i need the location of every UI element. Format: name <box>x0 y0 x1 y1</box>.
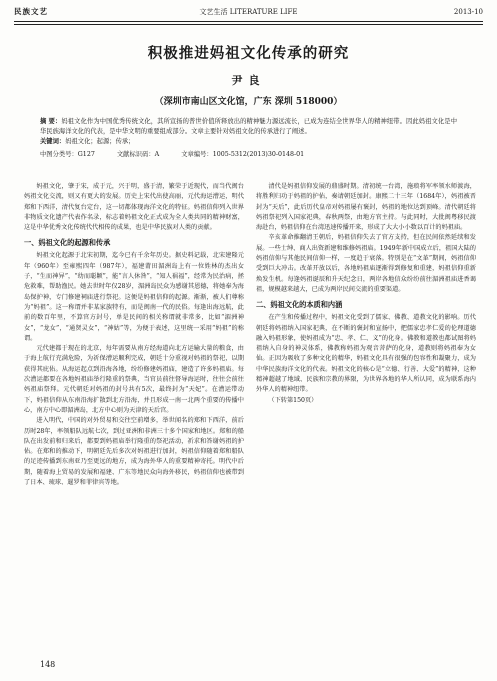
header-rule-thick <box>14 21 483 22</box>
author: 尹良 <box>231 74 266 87</box>
journal-section: 民族文艺 <box>14 7 48 16</box>
body-paragraph: 元代建都于现在的北京，每年需要从南方经海道向北方运输大量的粮食，由于海上航行充满危险，为祈保漕运顺利完成，朝廷十分重视对妈祖的祭祀，以期获得其庇佑。从海运起点到沿海各地，纷纷修建妈祖庙，建造了许多妈祖庙。每次漕运都要在各地妈祖庙举行隆重的祭典，当官员前往督导海运时，往往会前往妈祖庙祭拜。元代朝廷对妈祖的封号共有5次，最终封为“天妃”。在漕运带动下，妈祖信仰从东南沿海扩散到北方沿海，并且形成一南一北两个重要的传播中心，南方中心即湄洲岛，北方中心则为天津的天后宫。 <box>24 345 244 414</box>
body-paragraph: 辛亥革命推翻清王朝后，妈祖信仰失去了官方支持，但在民间依然延续和发展。一些士绅、商人出资新建和维修妈祖庙。1949年新中国成立后，祖国大陆的妈祖信仰与其他民间信仰一样，一度趋于衰落。特别是在“文革”期间，妈祖信仰受到巨大冲击。改革开放以后，各地妈祖庙逐渐得到修复和重建，妈祖信仰重新焕发生机。每逢妈祖诞辰和升天纪念日，两岸各地信众纷纷前往湄洲祖庙进香谒祖，规模越来越大，已成为两岸民间交流的重要渠道。 <box>256 234 476 293</box>
abstract-text: 妈祖文化作为中国优秀传统文化，其所宣扬的普世价值所释放出的精神魅力源远流长，已成为连结全世界华人的精神纽带。因此妈祖文化是中华民族海洋文化的代表，是中华文明的重要组成部分。文章主要针对妈祖文化的传承进行了阐述。 <box>40 118 457 135</box>
page-number: 148 <box>40 660 56 669</box>
body-paragraph: 清代是妈祖信仰发展的鼎盛时期。清初统一台湾，施琅将军率领水师渡海，将胜利归功于妈祖的护佑，奏请朝廷加封。康熙二十三年（1684年），妈祖被晋封为“天后”，此后历代皇帝对妈祖屡有褒封，妈祖的地位达到顶峰。清代朝廷将妈祖祭祀列入国家祀典，春秋两祭，由地方官主持。与此同时，大批闽粤移民渡海赴台，妈祖信仰在台湾迅速传播开来，形成了大大小小数以百计的妈祖庙。 <box>256 183 476 232</box>
keywords: 妈祖文化；起源；传承； <box>65 138 135 145</box>
affiliation: （深圳市南山区文化馆，广东 深圳 518000） <box>154 97 343 107</box>
classification-line <box>40 150 457 160</box>
left-column <box>24 182 244 488</box>
body-paragraph: 进入明代，中国的对外贸易和交往空前增多，举世闻名的郑和下西洋，前后历时28年，率领船队远航七次，到过亚洲和非洲三十多个国家和地区。郑和的船队在出发前和归来后，都要到妈祖庙举行隆重的祭祀活动，祈求和答谢妈祖的护佑。在郑和的推动下，明朝廷先后多次对妈祖进行加封，妈祖信仰随着郑和船队的足迹传播到东南亚乃至更远的地方，成为海外华人的重要精神寄托。明代中后期，随着海上贸易的发展和福建、广东等地民众向海外移民，妈祖信仰也被带到了日本、琉球、暹罗和菲律宾等地。 <box>24 417 244 487</box>
issue-date: 2013-10 <box>453 8 483 16</box>
section-heading: 一、妈祖文化的起源和传承 <box>24 238 111 248</box>
clc-number: 中图分类号：G127 <box>40 151 95 158</box>
keywords-label: 关键词： <box>40 138 66 145</box>
body-paragraph: 在产生和传播过程中，妈祖文化受到了儒家、佛教、道教文化的影响。历代朝廷将妈祖纳入国家祀典，在不断的褒封和宣扬中，把儒家忠孝仁爱的伦理道德融入妈祖形象，使妈祖成为“忠、孝、仁、义”的化身。佛教和道教也都试图将妈祖纳入自身的神灵体系，佛教称妈祖为观音菩萨的化身，道教则将妈祖奉为女仙。正因为吸收了多种文化的精华，妈祖文化具有很强的包容性和凝聚力，成为中华民族海洋文化的代表。妈祖文化的核心是“立德、行善、大爱”的精神，这种精神超越了地域、民族和宗教的界限，为世界各地的华人所认同，成为联系海内外华人的精神纽带。 <box>256 314 476 394</box>
running-header <box>14 5 483 19</box>
document-code: 文献标识码：A <box>116 151 160 158</box>
journal-name: 文艺生活 LITERATURE LIFE <box>199 8 298 16</box>
body-paragraph: 妈祖文化，肇于宋，成于元，兴于明，盛于清，繁荣于近现代，而当代闽台妈祖文化交流，则又有更大的发展。历史上宋代出使高丽，元代海运漕运，明代郑和下西洋，清代复台定台，这一切都体现海洋文化的特征。妈祖信仰列入世界非物质文化遗产代表作名录，标志着妈祖文化正式成为全人类共同的精神财富，这是中华优秀文化传统代代相传的成果，也是中华民族对人类的贡献。 <box>24 183 244 232</box>
header-rule-thin <box>14 24 483 25</box>
body-paragraph: 妈祖文化起源于北宋初期，迄今已有千余年历史。据史料记载，北宋建隆元年（960年）至雍熙四年（987年），福建莆田湄洲岛上有一位姓林的杰出女子，“生而神异”，“幼而聪颖”，能“言人休咎”，“知人祸福”，经常为民治病，拯危救难，帮助渔民。她去世时年仅28岁，湄洲岛民众为感谢其恩德，将她奉为海岛保护神，专门修建祠庙进行祭祀。这便是妈祖信仰的起源。渐渐，被人们尊称为“妈祖”。这一称谓并非某家族特有，而是闽南一代的民俗。每逢出海远航，此前的数百年里，不算官方封号，单是民间的相关称谓就非常多，比如“湄洲神女”，“龙女”，“通贤灵女”，“神姑”等，为便于表述，这里统一采用“妈祖”的称谓。 <box>24 252 244 342</box>
article-number: 文章编号：1005-5312(2013)30-0148-01 <box>181 151 305 158</box>
abstract <box>40 117 457 147</box>
abstract-label: 摘 要： <box>40 118 62 125</box>
right-column <box>256 182 476 406</box>
article-title: 积极推进妈祖文化传承的研究 <box>147 45 350 62</box>
section-heading: 二、妈祖文化的本质和内涵 <box>256 300 343 310</box>
body-paragraph: （下转第150页） <box>268 396 318 404</box>
